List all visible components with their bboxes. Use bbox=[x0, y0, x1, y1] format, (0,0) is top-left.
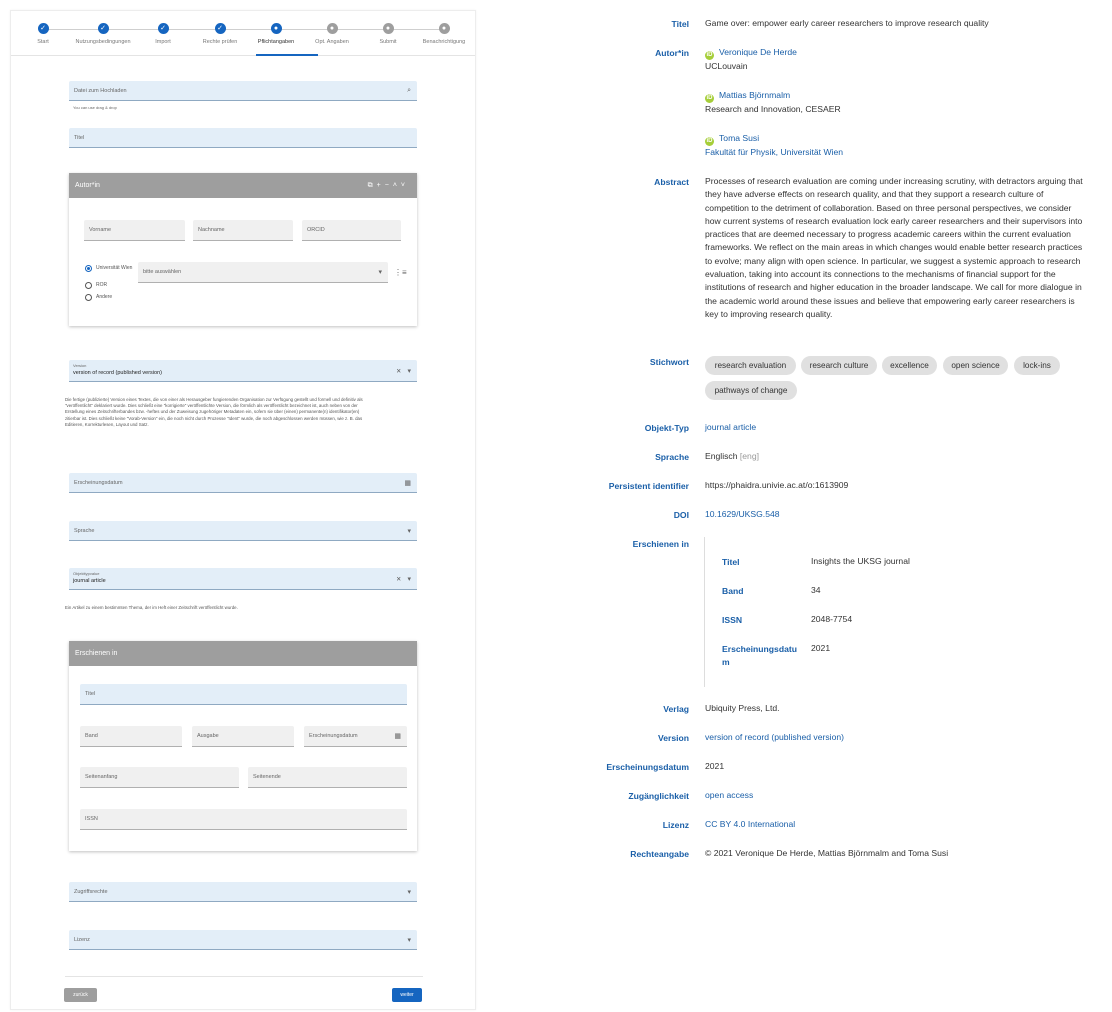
check-icon: ✓ bbox=[38, 23, 49, 34]
object-type-select[interactable]: Objekttypvalue journal article × ▾ bbox=[69, 568, 417, 590]
abstract-text: Processes of research evaluation are coming under increasing scrutiny, with detractors arguing that they have adverse effects on research quality, and that they support a research culture of competition to the detriment of collaboration. Based on three personal perspectives, we consider how current systems of research evaluation lock early career researchers and their supervisors into practices that are deemed necessary to progress academic careers within the current evaluation frameworks. We reflect on the main areas in which changes would enable better research practices to evolve; many align with open science. In particular, we suggest a systemic approach to research evaluation, taking into account its connections to the mechanisms of financial support for the institutions of research and higher education in the broader landscape. We call for more dialogue in the academic world around these issues and believe that empowering early career researchers is key to improving research quality. bbox=[705, 176, 1083, 319]
caret-down-icon: ▾ bbox=[407, 936, 411, 944]
pub-issue-input[interactable]: Ausgabe bbox=[192, 726, 294, 747]
calendar-icon[interactable]: ▦ bbox=[404, 479, 411, 487]
pid-value: https://phaidra.univie.ac.at/o:1613909 bbox=[705, 480, 849, 490]
keyword-chip[interactable]: lock-ins bbox=[1014, 356, 1060, 375]
radio-univie[interactable]: Universität Wien bbox=[85, 265, 135, 272]
pub-issn-value: 2048-7754 bbox=[811, 614, 853, 624]
check-icon: ✓ bbox=[215, 23, 226, 34]
rights-label: Rechteangabe bbox=[630, 849, 689, 859]
pub-issn-input[interactable]: ISSN bbox=[80, 809, 407, 830]
paperclip-icon[interactable]: ⌕ bbox=[407, 86, 411, 94]
pending-step-icon: ● bbox=[327, 23, 338, 34]
published-in-divider bbox=[704, 537, 705, 687]
pub-date-value: 2021 bbox=[811, 643, 831, 653]
object-type-help: Ein Artikel zu einem bestimmten Thema, der im Heft einer Zeitschrift veröffentlicht wurde. bbox=[65, 605, 238, 610]
chevron-down-icon[interactable]: ˅ bbox=[400, 182, 409, 189]
objtype-link[interactable]: journal article bbox=[705, 422, 757, 432]
step-required[interactable]: ● Pflichtangaben bbox=[257, 25, 295, 45]
file-upload-field[interactable]: Datei zum Hochladen ⌕ bbox=[69, 81, 417, 101]
step-start[interactable]: ✓ Start bbox=[37, 25, 49, 45]
license-label: Lizenz bbox=[662, 820, 689, 830]
version-help-text: Die fertige (publizierte) Version eines Textes, die von einer als Herausgeber fungierenden Organisation zur Verfügung gestellt und formell und definitiv als "veröffentlicht" deklariert wurde. Dies schließt eine "korrigierte" veröffentlichte Version, die förmlich als veröffentlicht bezeichnet ist, auch neben von der Erstellung eines Zeitschrifterbandes bzw. -heftes und der Zuweisung zugehöriger Metadaten ein, sofern sie über (einen) permanente(n) identifikator(en) zitierbar ist. Dies schließt keine "Vorab-Version" ein, die noch nicht durch Prozesse "Ident" wurde, die noch abgeschlossen werden müssen, wie z. B. das Editieren, Korrekturlesen, Layout und Satz. bbox=[65, 397, 363, 427]
published-in-header: Erschienen in bbox=[69, 641, 417, 666]
author-label: Autor*in bbox=[655, 48, 689, 58]
caret-down-icon: ▾ bbox=[407, 367, 411, 375]
access-link[interactable]: open access bbox=[705, 790, 754, 800]
access-label: Zugänglichkeit bbox=[628, 791, 689, 801]
caret-down-icon: ▾ bbox=[407, 527, 411, 535]
doi-label: DOI bbox=[673, 510, 689, 520]
version-label: Version bbox=[657, 733, 689, 743]
date-input[interactable]: Erscheinungsdatum ▦ bbox=[69, 473, 417, 493]
objtype-label: Objekt-Typ bbox=[644, 423, 689, 433]
date-value: 2021 bbox=[705, 761, 725, 771]
lastname-input[interactable]: Nachname bbox=[193, 220, 293, 241]
step-notification[interactable]: ● Benachrichtigung bbox=[422, 25, 466, 45]
pub-volume-input[interactable]: Band bbox=[80, 726, 182, 747]
orcid-icon[interactable]: iD bbox=[706, 138, 713, 144]
add-icon[interactable]: + bbox=[376, 182, 385, 189]
publisher-value: Ubiquity Press, Ltd. bbox=[705, 703, 780, 713]
pub-page-start-input[interactable]: Seitenanfang bbox=[80, 767, 239, 788]
published-in-card bbox=[69, 641, 417, 851]
pub-date-label: Erscheinungsdatu m bbox=[722, 644, 797, 668]
caret-down-icon: ▾ bbox=[407, 888, 411, 896]
divider bbox=[65, 976, 423, 977]
title-input[interactable]: Titel bbox=[69, 128, 417, 148]
version-select[interactable]: Version version of record (published version) × ▾ bbox=[69, 360, 417, 382]
step-terms[interactable]: ✓ Nutzungsbedingungen bbox=[75, 25, 131, 45]
language-label: Sprache bbox=[655, 452, 689, 462]
orcid-input[interactable]: ORCID bbox=[302, 220, 401, 241]
date-label: Erscheinungsdatum bbox=[606, 762, 689, 772]
language-code: [eng] bbox=[739, 451, 759, 461]
pending-step-icon: ● bbox=[383, 23, 394, 34]
author-1 bbox=[705, 46, 1105, 73]
license-select[interactable]: Lizenz ▾ bbox=[69, 930, 417, 950]
title-value: Game over: empower early career researchers to improve research quality bbox=[705, 18, 989, 28]
step-rights[interactable]: ✓ Rechte prüfen bbox=[202, 25, 238, 45]
clear-icon[interactable]: × bbox=[396, 574, 401, 583]
author-link[interactable]: Veronique De Herde bbox=[719, 47, 797, 57]
radio-other[interactable]: Andere bbox=[85, 294, 112, 301]
keyword-chip[interactable]: excellence bbox=[882, 356, 937, 375]
version-link[interactable]: version of record (published version) bbox=[705, 732, 844, 742]
abstract-label: Abstract bbox=[654, 177, 689, 187]
keyword-label: Stichwort bbox=[649, 357, 689, 367]
author-card-tools[interactable] bbox=[368, 173, 409, 198]
next-button[interactable]: weiter bbox=[392, 988, 422, 1002]
firstname-input[interactable]: Vorname bbox=[84, 220, 185, 241]
active-step-indicator bbox=[256, 54, 318, 56]
language-select[interactable]: Sprache ▾ bbox=[69, 521, 417, 541]
pub-band-value: 34 bbox=[811, 585, 821, 595]
author-affiliation: UCLouvain bbox=[705, 61, 748, 71]
tree-icon[interactable]: ⋮≡ bbox=[394, 268, 407, 277]
access-rights-select[interactable]: Zugriffsrechte ▾ bbox=[69, 882, 417, 902]
radio-ror[interactable]: ROR bbox=[85, 282, 107, 289]
clear-icon[interactable]: × bbox=[396, 366, 401, 375]
pub-title-input[interactable]: Titel bbox=[80, 684, 407, 705]
orcid-icon[interactable]: iD bbox=[706, 95, 713, 101]
license-link[interactable]: CC BY 4.0 International bbox=[705, 819, 796, 829]
remove-icon[interactable]: − bbox=[384, 182, 393, 189]
language-value: Englisch bbox=[705, 451, 738, 461]
check-icon: ✓ bbox=[158, 23, 169, 34]
author-link[interactable]: Toma Susi bbox=[719, 133, 760, 143]
step-optional[interactable]: ● Opt. Angaben bbox=[315, 25, 349, 45]
orcid-icon[interactable]: iD bbox=[706, 52, 713, 58]
rights-value: © 2021 Veronique De Herde, Mattias Björnmalm and Toma Susi bbox=[705, 848, 949, 858]
author-affiliation-link[interactable]: Fakultät für Physik, Universität Wien bbox=[705, 147, 844, 157]
pub-page-end-input[interactable]: Seitenende bbox=[248, 767, 407, 788]
back-button[interactable]: zurück bbox=[64, 988, 97, 1002]
author-link[interactable]: Mattias Björnmalm bbox=[719, 90, 791, 100]
author-2 bbox=[705, 89, 1105, 116]
publisher-label: Verlag bbox=[663, 704, 689, 714]
pid-label: Persistent identifier bbox=[608, 481, 689, 491]
stepper bbox=[11, 11, 475, 56]
metadata-detail-panel bbox=[480, 0, 1112, 1012]
pending-step-icon: ● bbox=[439, 23, 450, 34]
calendar-icon[interactable]: ▦ bbox=[394, 733, 401, 740]
current-step-icon: ● bbox=[271, 23, 282, 34]
pub-date-input[interactable]: Erscheinungsdatum ▦ bbox=[304, 726, 407, 747]
caret-down-icon: ▾ bbox=[378, 269, 382, 276]
step-import[interactable]: ✓ Import bbox=[155, 25, 171, 45]
author-3 bbox=[705, 132, 1105, 159]
pub-title-label: Titel bbox=[722, 557, 740, 567]
submission-form-panel bbox=[10, 10, 476, 1010]
keyword-chip[interactable]: open science bbox=[943, 356, 1008, 375]
pub-issn-label: ISSN bbox=[722, 615, 743, 625]
keyword-chip[interactable]: pathways of change bbox=[705, 381, 797, 400]
copy-icon[interactable]: ⧉ bbox=[367, 182, 377, 189]
author-card-header: Autor*in ⧉+−˄˅ bbox=[69, 173, 417, 198]
doi-link[interactable]: 10.1629/UKSG.548 bbox=[705, 509, 780, 519]
author-card bbox=[69, 173, 417, 326]
title-label: Titel bbox=[671, 19, 689, 29]
chevron-up-icon[interactable]: ˄ bbox=[392, 182, 401, 189]
caret-down-icon: ▾ bbox=[407, 575, 411, 583]
affiliation-select[interactable]: bitte auswählen ▾ bbox=[138, 262, 388, 283]
pub-title-value: Insights the UKSG journal bbox=[811, 556, 910, 566]
keyword-chip[interactable]: research evaluation bbox=[705, 356, 796, 375]
file-hint: You can use drag & drop bbox=[73, 105, 117, 110]
keyword-chip[interactable]: research culture bbox=[801, 356, 877, 375]
author-affiliation: Research and Innovation, CESAER bbox=[705, 104, 841, 114]
published-in-label: Erschienen in bbox=[632, 539, 689, 549]
step-submit[interactable]: ● Submit bbox=[379, 25, 397, 45]
check-icon: ✓ bbox=[98, 23, 109, 34]
pub-band-label: Band bbox=[722, 586, 744, 596]
